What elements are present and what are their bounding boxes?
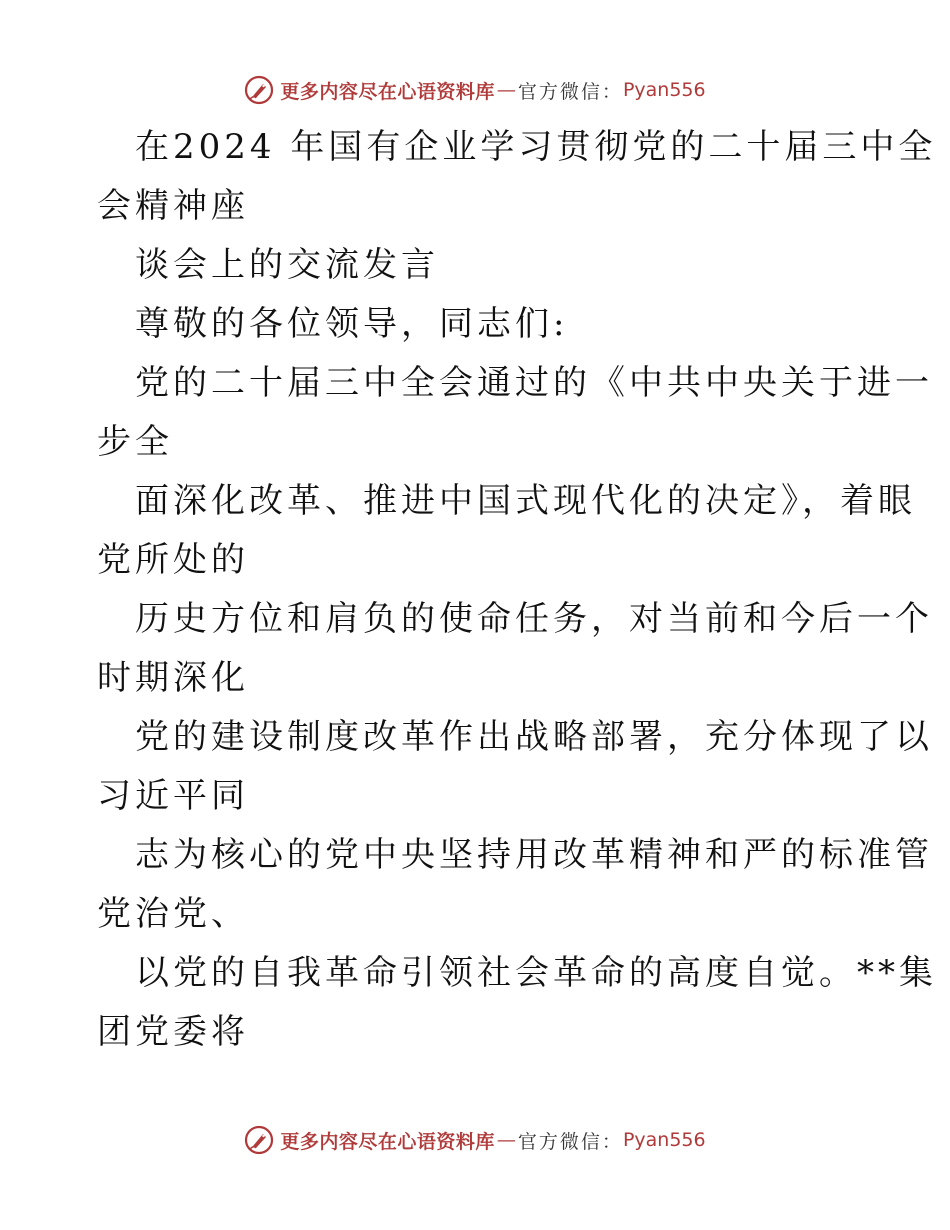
banner-site-name: 更多内容尽在心语资料库 [280, 80, 495, 103]
text-line: 习近平同 [97, 776, 249, 816]
text-line: 党治党、 [97, 894, 249, 934]
text-line: 步全 [97, 422, 173, 462]
banner-dash: — [496, 1129, 516, 1151]
text-line: 以党的自我革命引领社会革命的高度自觉。**集 [135, 953, 937, 993]
header-banner [0, 70, 950, 110]
text-line: 志为核心的党中央坚持用改革精神和严的标准管 [135, 835, 933, 875]
banner-wechat-id: Pyan556 [622, 79, 706, 101]
banner-wechat-label: 官方微信： [517, 1130, 623, 1153]
footer-banner [0, 1120, 950, 1160]
text-line: 历史方位和肩负的使命任务，对当前和今后一个 [135, 599, 933, 639]
document-body [97, 118, 937, 1062]
text-line: 党的建设制度改革作出战略部署，充分体现了以 [135, 717, 933, 757]
pen-nib-logo-icon [244, 1125, 274, 1155]
text-line: 党所处的 [97, 540, 249, 580]
pen-nib-logo-icon [244, 75, 274, 105]
text-line: 谈会上的交流发言 [135, 245, 439, 285]
text-line: 会精神座 [97, 186, 249, 226]
text-line: 尊敬的各位领导，同志们: [135, 304, 569, 344]
banner-dash: — [496, 79, 516, 101]
banner-wechat-id: Pyan556 [622, 1129, 706, 1151]
banner-site-name: 更多内容尽在心语资料库 [280, 1130, 495, 1153]
banner-wechat-label: 官方微信： [517, 80, 623, 103]
text-line: 团党委将 [97, 1012, 249, 1052]
text-line: 党的二十届三中全会通过的《中共中央关于进一 [135, 363, 933, 403]
text-line: 在2024 年国有企业学习贯彻党的二十届三中全 [135, 127, 937, 167]
text-line: 时期深化 [97, 658, 249, 698]
text-line: 面深化改革、推进中国式现代化的决定》，着眼 [135, 481, 916, 521]
